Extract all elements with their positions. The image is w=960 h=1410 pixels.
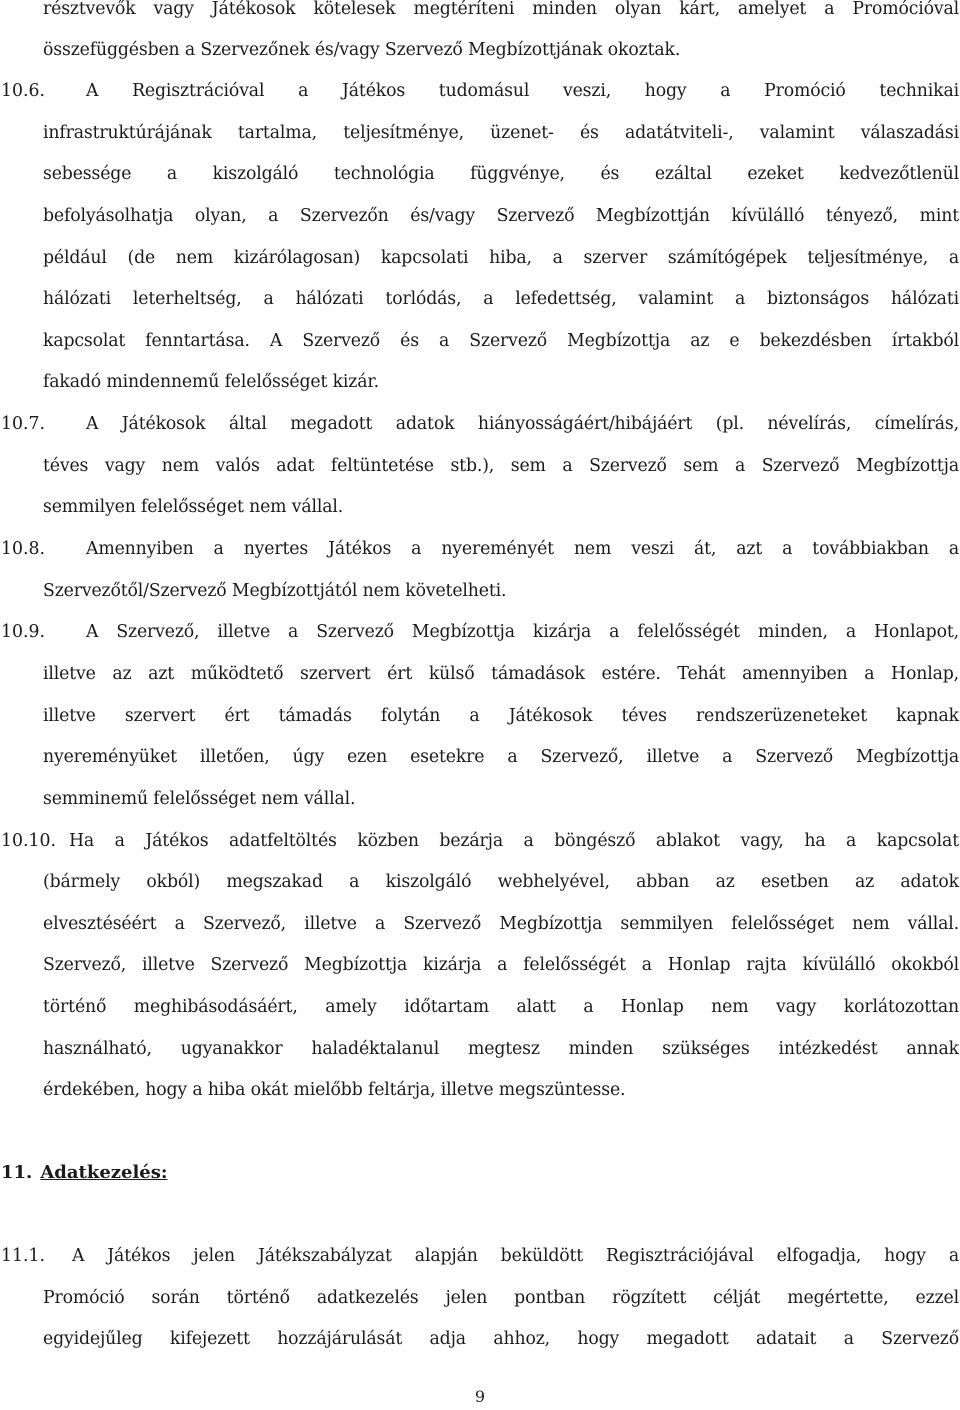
paragraph-number: 10.10.: [1, 831, 56, 851]
paragraph-line: semmilyen felelősséget nem vállal.: [43, 497, 344, 517]
paragraph-line: használható, ugyanakkor haladéktalanul megtesz minden szükséges intézkedést annak: [43, 1039, 959, 1059]
paragraph-line: történő meghibásodásáért, amely időtartam alatt a Honlap nem vagy korlátozottan: [43, 997, 959, 1017]
paragraph-line: sebessége a kiszolgáló technológia függvénye, és ezáltal ezeket kedvezőtlenül: [43, 164, 959, 184]
paragraph-line: elvesztéséért a Szervező, illetve a Szervező Megbízottja semmilyen felelősséget nem vállal.: [43, 914, 959, 934]
paragraph-line: hálózati leterheltség, a hálózati torlódás, a lefedettség, valamint a biztonságos hálózati: [43, 289, 959, 309]
paragraph-line: Promóció során történő adatkezelés jelen pontban rögzített célját megértette, ezzel: [43, 1288, 959, 1308]
paragraph-line: például (de nem kizárólagosan) kapcsolati hiba, a szerver számítógépek teljesítménye, a: [43, 248, 959, 268]
paragraph-number: 10.9.: [1, 622, 45, 642]
paragraph-line: A Játékosok által megadott adatok hiányosságáért/hibájáért (pl. névelírás, címelírás,: [86, 414, 959, 434]
paragraph-line: A Szervező, illetve a Szervező Megbízottja kizárja a felelősségét minden, a Honlapot,: [86, 622, 959, 642]
paragraph-number: 11.1.: [1, 1246, 45, 1266]
page-number: 9: [474, 1387, 486, 1406]
section-title: Adatkezelés:: [40, 1162, 168, 1183]
paragraph-line: nyereményüket illetően, úgy ezen esetekre a Szervező, illetve a Szervező Megbízottja: [43, 747, 959, 767]
paragraph-line: Szervező, illetve Szervező Megbízottja kizárja a felelősségét a Honlap rajta kívülálló okokból: [43, 955, 959, 975]
paragraph-line: semminemű felelősséget nem vállal.: [43, 789, 356, 809]
paragraph-line: befolyásolhatja olyan, a Szervezőn és/vagy Szervező Megbízottján kívülálló tényező, mint: [43, 206, 959, 226]
paragraph-line: infrastruktúrájának tartalma, teljesítménye, üzenet- és adatátviteli-, valamint válaszadási: [43, 123, 959, 143]
paragraph-line: illetve szervert ért támadás folytán a Játékosok téves rendszerüzeneteket kapnak: [43, 706, 959, 726]
paragraph-line: illetve az azt működtető szervert ért külső támadások estére. Tehát amennyiben a Honlap,: [43, 664, 959, 684]
paragraph-line: A Regisztrációval a Játékos tudomásul veszi, hogy a Promóció technikai: [86, 81, 959, 101]
paragraph-line: egyidejűleg kifejezett hozzájárulását adja ahhoz, hogy megadott adatait a Szervező: [43, 1329, 959, 1349]
paragraph-line: Szervezőtől/Szervező Megbízottjától nem követelheti.: [43, 581, 507, 601]
paragraph-line: résztvevők vagy Játékosok kötelesek megtéríteni minden olyan kárt, amelyet a Promócióval: [43, 0, 959, 19]
paragraph-line: Ha a Játékos adatfeltöltés közben bezárja a böngésző ablakot vagy, ha a kapcsolat: [69, 831, 959, 851]
paragraph-line: A Játékos jelen Játékszabályzat alapján beküldött Regisztrációjával elfogadja, hogy a: [72, 1246, 959, 1266]
paragraph-number: 10.8.: [1, 539, 45, 559]
paragraph-number: 10.6.: [1, 81, 45, 101]
paragraph-line: téves vagy nem valós adat feltüntetése stb.), sem a Szervező sem a Szervező Megbízottja: [43, 456, 959, 476]
paragraph-line: Amennyiben a nyertes Játékos a nyereményét nem veszi át, azt a továbbiakban a: [86, 539, 959, 559]
paragraph-line: (bármely okból) megszakad a kiszolgáló webhelyével, abban az esetben az adatok: [43, 872, 959, 892]
section-number: 11.: [1, 1162, 33, 1183]
paragraph-line: érdekében, hogy a hiba okát mielőbb feltárja, illetve megszüntesse.: [43, 1080, 626, 1100]
paragraph-line: összefüggésben a Szervezőnek és/vagy Szervező Megbízottjának okoztak.: [43, 40, 681, 60]
paragraph-number: 10.7.: [1, 414, 45, 434]
section-heading: [1, 1158, 168, 1188]
paragraph-line: fakadó mindennemű felelősséget kizár.: [43, 372, 379, 392]
paragraph-line: kapcsolat fenntartása. A Szervező és a Szervező Megbízottja az e bekezdésben írtakból: [43, 331, 959, 351]
